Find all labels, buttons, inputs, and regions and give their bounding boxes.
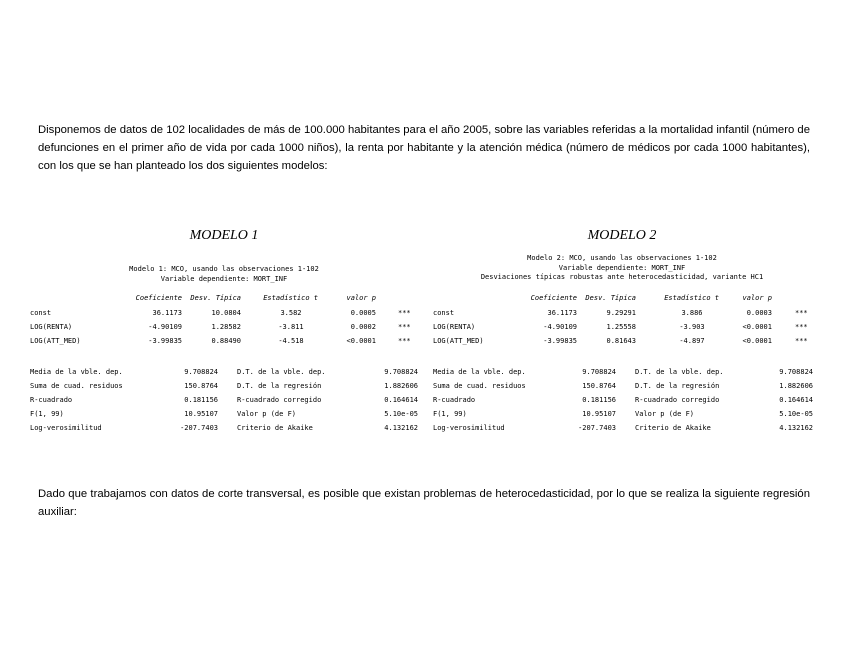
stat-label: D.T. de la regresión (237, 382, 322, 390)
stat-label: R-cuadrado (433, 396, 476, 404)
coefficient-value: -4.90109 (543, 323, 577, 331)
column-header: Desv. Típica (190, 294, 241, 302)
stat-value: 0.164614 (384, 396, 418, 404)
t-statistic-value: -4.897 (679, 337, 705, 345)
t-statistic-value: -4.518 (278, 337, 304, 345)
column-header: Coeficiente (530, 294, 577, 302)
significance-stars: *** (795, 309, 808, 317)
stat-value: 0.181156 (184, 396, 218, 404)
stat-value: 10.95107 (184, 410, 218, 418)
stat-label: R-cuadrado corregido (237, 396, 322, 404)
std-error-value: 10.0804 (211, 309, 241, 317)
stat-label: Suma de cuad. residuos (30, 382, 123, 390)
stat-label: Criterio de Akaike (635, 424, 711, 432)
model1-header: Modelo 1: MCO, usando las observaciones 1-102 Variable dependiente: MORT_INF (129, 265, 319, 283)
intro-paragraph: Disponemos de datos de 102 localidades de más de 100.000 habitantes para el año 2005, sobre las variables referidas a la mortalidad infantil (número de defunciones en el primer año de vida por cada 1000 niños), la renta por habitante y la atención médica (número de médicos por cada 1000 habitantes), con los que se han planteado los dos siguientes modelos: (38, 124, 810, 172)
coefficient-value: -3.99835 (543, 337, 577, 345)
column-header: Estadístico t (263, 294, 318, 302)
p-value: <0.0001 (742, 323, 772, 331)
stat-label: F(1, 99) (30, 410, 64, 418)
stat-value: 4.132162 (779, 424, 813, 432)
coefficient-value: 36.1173 (547, 309, 577, 317)
variable-name: LOG(ATT_MED) (433, 337, 484, 345)
stat-value: 5.10e-05 (384, 410, 418, 418)
column-header: Desv. Típica (585, 294, 636, 302)
stat-value: 4.132162 (384, 424, 418, 432)
variable-name: LOG(RENTA) (30, 323, 73, 331)
std-error-value: 9.29291 (606, 309, 636, 317)
stat-label: Log-verosimilitud (30, 424, 102, 432)
stat-value: 9.708824 (779, 368, 813, 376)
stat-value: 10.95107 (582, 410, 616, 418)
stat-label: D.T. de la vble. dep. (237, 368, 326, 376)
stat-label: Suma de cuad. residuos (433, 382, 526, 390)
stat-label: R-cuadrado (30, 396, 73, 404)
coefficient-value: -4.90109 (148, 323, 182, 331)
column-header: Estadístico t (664, 294, 719, 302)
stat-value: -207.7403 (578, 424, 616, 432)
significance-stars: *** (398, 323, 411, 331)
stat-value: 9.708824 (582, 368, 616, 376)
p-value: 0.0005 (350, 309, 376, 317)
model2-header: Modelo 2: MCO, usando las observaciones 1-102 Variable dependiente: MORT_INF Desviaciones típicas robustas ante heterocedasticidad, variante HC1 (480, 254, 764, 281)
significance-stars: *** (398, 309, 411, 317)
std-error-value: 1.28582 (211, 323, 241, 331)
variable-name: LOG(RENTA) (433, 323, 476, 331)
stat-label: Criterio de Akaike (237, 424, 313, 432)
stat-value: -207.7403 (180, 424, 218, 432)
t-statistic-value: 3.582 (280, 309, 302, 317)
t-statistic-value: 3.886 (681, 309, 703, 317)
stat-label: Valor p (de F) (237, 410, 297, 418)
stat-value: 1.882606 (384, 382, 418, 390)
stat-value: 0.181156 (582, 396, 616, 404)
p-value: <0.0001 (742, 337, 772, 345)
p-value: 0.0002 (350, 323, 376, 331)
stat-value: 0.164614 (779, 396, 813, 404)
stat-value: 9.708824 (184, 368, 218, 376)
stat-value: 5.10e-05 (779, 410, 813, 418)
t-statistic-value: -3.811 (278, 323, 304, 331)
t-statistic-value: -3.903 (679, 323, 705, 331)
significance-stars: *** (795, 337, 808, 345)
stat-label: R-cuadrado corregido (635, 396, 720, 404)
stat-value: 150.8764 (184, 382, 218, 390)
variable-name: LOG(ATT_MED) (30, 337, 81, 345)
column-header: Coeficiente (135, 294, 182, 302)
model1-title: MODELO 1 (189, 228, 259, 243)
stat-value: 9.708824 (384, 368, 418, 376)
coefficient-value: 36.1173 (152, 309, 182, 317)
stat-label: Media de la vble. dep. (30, 368, 123, 376)
std-error-value: 0.81643 (606, 337, 636, 345)
stat-label: F(1, 99) (433, 410, 467, 418)
coefficient-value: -3.99835 (148, 337, 182, 345)
stat-value: 1.882606 (779, 382, 813, 390)
std-error-value: 1.25558 (606, 323, 636, 331)
significance-stars: *** (398, 337, 411, 345)
stat-label: D.T. de la regresión (635, 382, 720, 390)
p-value: <0.0001 (346, 337, 376, 345)
p-value: 0.0003 (746, 309, 772, 317)
stat-label: Log-verosimilitud (433, 424, 505, 432)
stat-value: 150.8764 (582, 382, 616, 390)
column-header: valor p (742, 294, 772, 302)
stat-label: D.T. de la vble. dep. (635, 368, 724, 376)
stat-label: Media de la vble. dep. (433, 368, 526, 376)
stat-label: Valor p (de F) (635, 410, 695, 418)
variable-name: const (433, 309, 455, 317)
model2-title: MODELO 2 (587, 228, 657, 243)
std-error-value: 0.88490 (211, 337, 241, 345)
significance-stars: *** (795, 323, 808, 331)
column-header: valor p (346, 294, 376, 302)
closing-paragraph: Dado que trabajamos con datos de corte transversal, es posible que existan problemas de heterocedasticidad, por lo que se realiza la siguiente regresión auxiliar: (38, 488, 810, 518)
variable-name: const (30, 309, 52, 317)
